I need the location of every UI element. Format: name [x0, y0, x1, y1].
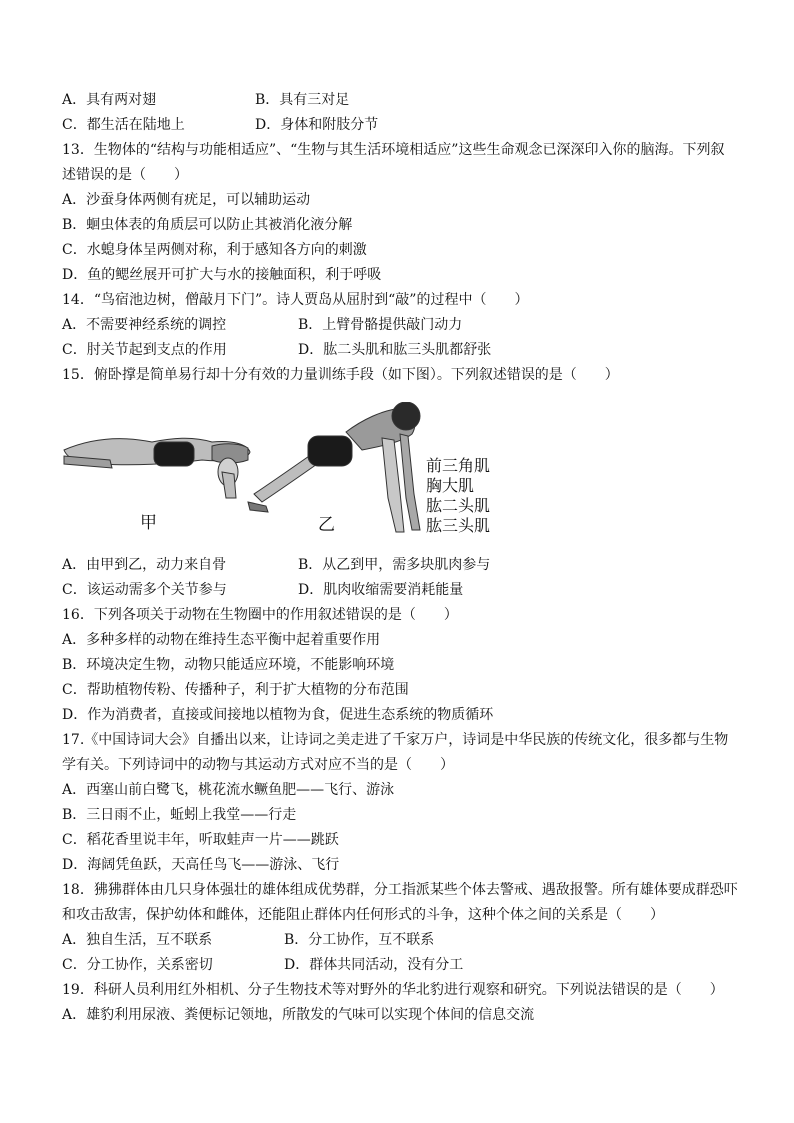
figure-label-jia: 甲: [140, 513, 157, 533]
q13-option-a[interactable]: A．沙蚕身体两侧有疣足，可以辅助运动: [62, 192, 311, 208]
q18-option-a[interactable]: A．独自生活，互不联系: [62, 932, 213, 948]
q17-option-a[interactable]: A．西塞山前白鹭飞，桃花流水鳜鱼肥——飞行、游泳: [62, 782, 395, 798]
q14-option-c[interactable]: C．肘关节起到支点的作用: [62, 342, 227, 358]
muscle-label-pectoralis-major: 胸大肌: [426, 476, 475, 495]
figure-label-yi: 乙: [318, 515, 335, 535]
q15-option-c[interactable]: C．该运动需多个关节参与: [62, 582, 227, 598]
q14-option-d[interactable]: D．肱二头肌和肱三头肌都舒张: [298, 342, 492, 358]
q13-option-d[interactable]: D．鱼的鳃丝展开可扩大与水的接触面积，利于呼吸: [62, 267, 382, 283]
q13-stem-line2: 述错误的是（ ）: [62, 167, 188, 183]
q15-option-a[interactable]: A．由甲到乙，动力来自骨: [62, 557, 227, 573]
muscle-label-anterior-deltoid: 前三角肌: [426, 456, 491, 475]
pushup-figure: [62, 402, 512, 538]
muscle-label-biceps: 肱二头肌: [426, 496, 491, 515]
q17-stem-line2: 学有关。下列诗词中的动物与其运动方式对应不当的是（ ）: [62, 757, 454, 773]
q18-stem-line1: 18．狒狒群体由几只身体强壮的雄体组成优势群，分工指派某些个体去警戒、遇敌报警。所有雄体要成群恐吓: [62, 882, 738, 898]
q15-option-b[interactable]: B．从乙到甲，需多块肌肉参与: [298, 557, 491, 573]
q12-option-b[interactable]: B．具有三对足: [255, 92, 350, 108]
q15-stem: 15．俯卧撑是简单易行却十分有效的力量训练手段（如下图）。下列叙述错误的是（ ）: [62, 367, 619, 383]
muscle-label-triceps: 肱三头肌: [426, 516, 491, 535]
q12-option-c[interactable]: C．都生活在陆地上: [62, 117, 185, 133]
q14-option-a[interactable]: A．不需要神经系统的调控: [62, 317, 227, 333]
q17-stem-line1: 17.《中国诗词大会》自播出以来，让诗词之美走进了千家万户，诗词是中华民族的传统文化，很多都与生物: [62, 732, 729, 748]
q16-option-b[interactable]: B．环境决定生物，动物只能适应环境，不能影响环境: [62, 657, 395, 673]
q14-stem: 14．“鸟宿池边树，僧敲月下门”。诗人贾岛从屈肘到“敲”的过程中（ ）: [62, 292, 529, 308]
pushup-figure-jia: [64, 438, 250, 498]
q14-option-b[interactable]: B．上臂骨骼提供敲门动力: [298, 317, 463, 333]
q12-option-a[interactable]: A．具有两对翅: [62, 92, 157, 108]
q17-option-d[interactable]: D．海阔凭鱼跃，天高任鸟飞——游泳、飞行: [62, 857, 340, 873]
q17-option-b[interactable]: B．三日雨不止，蚯蚓上我堂——行走: [62, 807, 297, 823]
q13-option-c[interactable]: C．水螅身体呈两侧对称，利于感知各方向的刺激: [62, 242, 367, 258]
q15-option-d[interactable]: D．肌肉收缩需要消耗能量: [298, 582, 464, 598]
q19-stem: 19．科研人员利用红外相机、分子生物技术等对野外的华北豹进行观察和研究。下列说法错误的是（ ）: [62, 982, 724, 998]
q16-option-a[interactable]: A．多种多样的动物在维持生态平衡中起着重要作用: [62, 632, 381, 648]
q16-stem: 16．下列各项关于动物在生物圈中的作用叙述错误的是（ ）: [62, 607, 458, 623]
q16-option-c[interactable]: C．帮助植物传粉、传播种子，利于扩大植物的分布范围: [62, 682, 409, 698]
q19-option-a[interactable]: A．雄豹利用尿液、粪便标记领地，所散发的气味可以实现个体间的信息交流: [62, 1007, 535, 1023]
q13-stem-line1: 13．生物体的“结构与功能相适应”、“生物与其生活环境相适应”这些生命观念已深深印入你的脑海。下列叙: [62, 142, 725, 158]
q18-option-d[interactable]: D．群体共同活动，没有分工: [284, 957, 464, 973]
q16-option-d[interactable]: D．作为消费者，直接或间接地以植物为食，促进生态系统的物质循环: [62, 707, 494, 723]
q18-option-b[interactable]: B．分工协作，互不联系: [284, 932, 435, 948]
q18-option-c[interactable]: C．分工协作，关系密切: [62, 957, 213, 973]
q18-stem-line2: 和攻击敌害，保护幼体和雌体，还能阻止群体内任何形式的斗争，这种个体之间的关系是（ ）: [62, 907, 664, 923]
q12-option-d[interactable]: D．身体和附肢分节: [255, 117, 379, 133]
q17-option-c[interactable]: C．稻花香里说丰年，听取蛙声一片——跳跃: [62, 832, 339, 848]
q13-option-b[interactable]: B．蛔虫体表的角质层可以防止其被消化液分解: [62, 217, 353, 233]
